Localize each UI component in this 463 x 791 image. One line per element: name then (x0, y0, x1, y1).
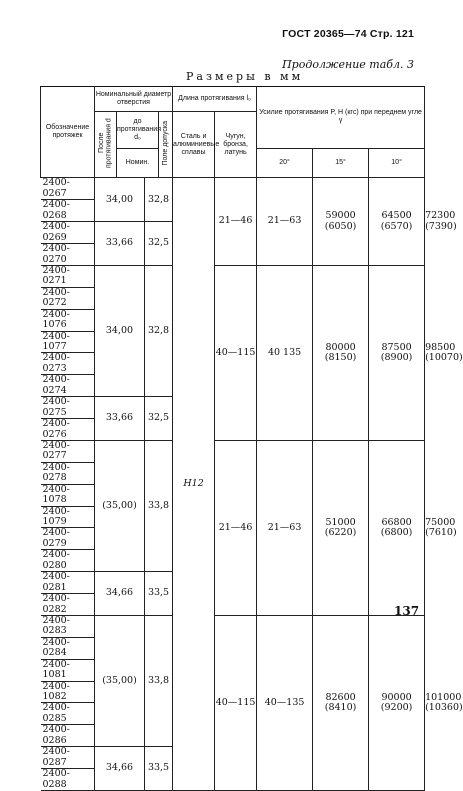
tolerance-cell: H12 (173, 178, 215, 791)
iron-length-cell: 40—135 (257, 615, 313, 790)
before-broaching-cell: 32,5 (145, 222, 173, 266)
designation-cell: 2400-0269 (41, 222, 95, 244)
designation-cell: 2400-0285 (41, 703, 95, 725)
designation-cell: 2400-0278 (41, 462, 95, 484)
force-cell-f20 (313, 265, 369, 440)
steel-length-cell: 40—115 (215, 615, 257, 790)
after-broaching-cell: (35,00) (95, 440, 145, 571)
before-broaching-cell: 32,8 (145, 265, 173, 396)
force-kgf: (6220) (324, 526, 357, 538)
table-row: 2400-0277 (35,00) 33,8 21—46 21—63 51000 (6220) 66800 (6800) 75000 (7610) (41, 440, 425, 462)
after-broaching-cell: 33,66 (95, 222, 145, 266)
designation-cell: 2400-1081 (41, 659, 95, 681)
force-newtons: 87500 (381, 341, 412, 353)
before-broaching-cell: 32,8 (145, 178, 173, 222)
steel-length-cell: 40—115 (215, 265, 257, 440)
designation-header: Обозначение протяжек (41, 87, 95, 178)
designation-cell: 2400-0288 (41, 769, 95, 791)
force-header: Усилие протягивания P, Н (кгс) при переднем угле γ (257, 87, 425, 149)
force-newtons: 90000 (381, 691, 412, 703)
designation-cell: 2400-0277 (41, 440, 95, 462)
designation-cell: 2400-1079 (41, 506, 95, 528)
designation-cell: 2400-0276 (41, 419, 95, 441)
broach-length-header: Длина протягивания l₀ (173, 87, 257, 112)
designation-cell: 2400-1076 (41, 309, 95, 331)
designation-cell: 2400-0287 (41, 747, 95, 769)
designation-cell: 2400-1078 (41, 484, 95, 506)
steel-header: Сталь и алюминиевые сплавы (173, 112, 215, 178)
iron-length-cell: 21—63 (257, 440, 313, 615)
after-broaching-header: После протягивания d (95, 112, 117, 178)
designation-cell: 2400-0283 (41, 615, 95, 637)
force-kgf: (6800) (380, 526, 413, 538)
table-row: 2400-0271 34,00 32,8 40—115 40 135 80000 (8150) 87500 (8900) 98500 (10070) (41, 265, 425, 287)
nominal-header: Номин. (117, 148, 159, 178)
designation-cell: 2400-0282 (41, 594, 95, 616)
before-broaching-cell: 33,8 (145, 440, 173, 571)
designation-cell: 2400-0268 (41, 200, 95, 222)
after-broaching-cell: 34,00 (95, 265, 145, 396)
before-broaching-header: до протягивания d₀ (117, 112, 159, 149)
force-cell-f20 (313, 440, 369, 615)
designation-cell: 2400-1077 (41, 331, 95, 353)
force-kgf: (6570) (380, 220, 413, 232)
table-row: 2400-0267 34,00 32,8 H12 21—46 21—63 59000 (6050) 64500 (6570) 72300 (7390) (41, 178, 425, 200)
angle-15-header: 15° (313, 148, 369, 178)
designation-cell: 2400-0272 (41, 287, 95, 309)
force-kgf: (8150) (324, 351, 357, 363)
force-kgf: (6050) (324, 220, 357, 232)
force-newtons: 51000 (325, 516, 356, 528)
table-body (41, 177, 463, 791)
force-newtons: 66800 (381, 516, 412, 528)
force-kgf: (9200) (380, 701, 413, 713)
force-newtons: 80000 (325, 341, 356, 353)
before-broaching-cell: 33,5 (145, 572, 173, 616)
designation-cell: 2400-0284 (41, 637, 95, 659)
page-number: 137 (394, 604, 420, 618)
force-kgf: (8410) (324, 701, 357, 713)
iron-length-cell: 21—63 (257, 178, 313, 266)
after-broaching-cell: 34,66 (95, 572, 145, 616)
designation-cell: 2400-0281 (41, 572, 95, 594)
designation-cell: 2400-0270 (41, 244, 95, 266)
iron-length-cell: 40 135 (257, 265, 313, 440)
standard-header: ГОСТ 20365—74 Стр. 121 (282, 28, 414, 40)
after-broaching-cell: 34,66 (95, 747, 145, 791)
designation-cell: 2400-1082 (41, 681, 95, 703)
after-broaching-cell: 34,00 (95, 178, 145, 222)
before-broaching-cell: 32,5 (145, 397, 173, 441)
designation-cell: 2400-0271 (41, 265, 95, 287)
force-newtons: 64500 (381, 210, 412, 222)
force-newtons: 59000 (325, 210, 356, 222)
force-cell-f15 (369, 178, 425, 266)
sizes-title: Размеры в мм (186, 70, 304, 83)
force-newtons: 82600 (325, 691, 356, 703)
tolerance-header: Поле допуска (159, 112, 173, 178)
designation-cell: 2400-0274 (41, 375, 95, 397)
before-broaching-cell: 33,8 (145, 615, 173, 746)
nominal-diameter-header: Номинальный диаметр отверстия (95, 87, 173, 112)
before-broaching-cell: 33,5 (145, 747, 173, 791)
force-cell-f15 (369, 265, 425, 440)
designation-cell: 2400-0275 (41, 397, 95, 419)
angle-20-header: 20° (257, 148, 313, 178)
force-kgf: (8900) (380, 351, 413, 363)
after-broaching-cell: (35,00) (95, 615, 145, 746)
force-cell-f15 (369, 615, 425, 790)
continuation-label: Продолжение табл. 3 (282, 58, 414, 71)
steel-length-cell: 21—46 (215, 440, 257, 615)
designation-cell: 2400-0286 (41, 725, 95, 747)
force-cell-f20 (313, 615, 369, 790)
designation-cell: 2400-0273 (41, 353, 95, 375)
table-row: 2400-0283 (35,00) 33,8 40—115 40—135 82600 (8410) 90000 (9200) 101000 (10360) (41, 615, 425, 637)
designation-cell: 2400-0267 (41, 178, 95, 200)
designation-cell: 2400-0279 (41, 528, 95, 550)
broach-table (40, 86, 463, 791)
force-cell-f20 (313, 178, 369, 266)
designation-cell: 2400-0280 (41, 550, 95, 572)
iron-header: Чугун, бронза, латунь (215, 112, 257, 178)
steel-length-cell: 21—46 (215, 178, 257, 266)
angle-10-header: 10° (369, 148, 425, 178)
force-cell-f15 (369, 440, 425, 615)
after-broaching-cell: 33,66 (95, 397, 145, 441)
